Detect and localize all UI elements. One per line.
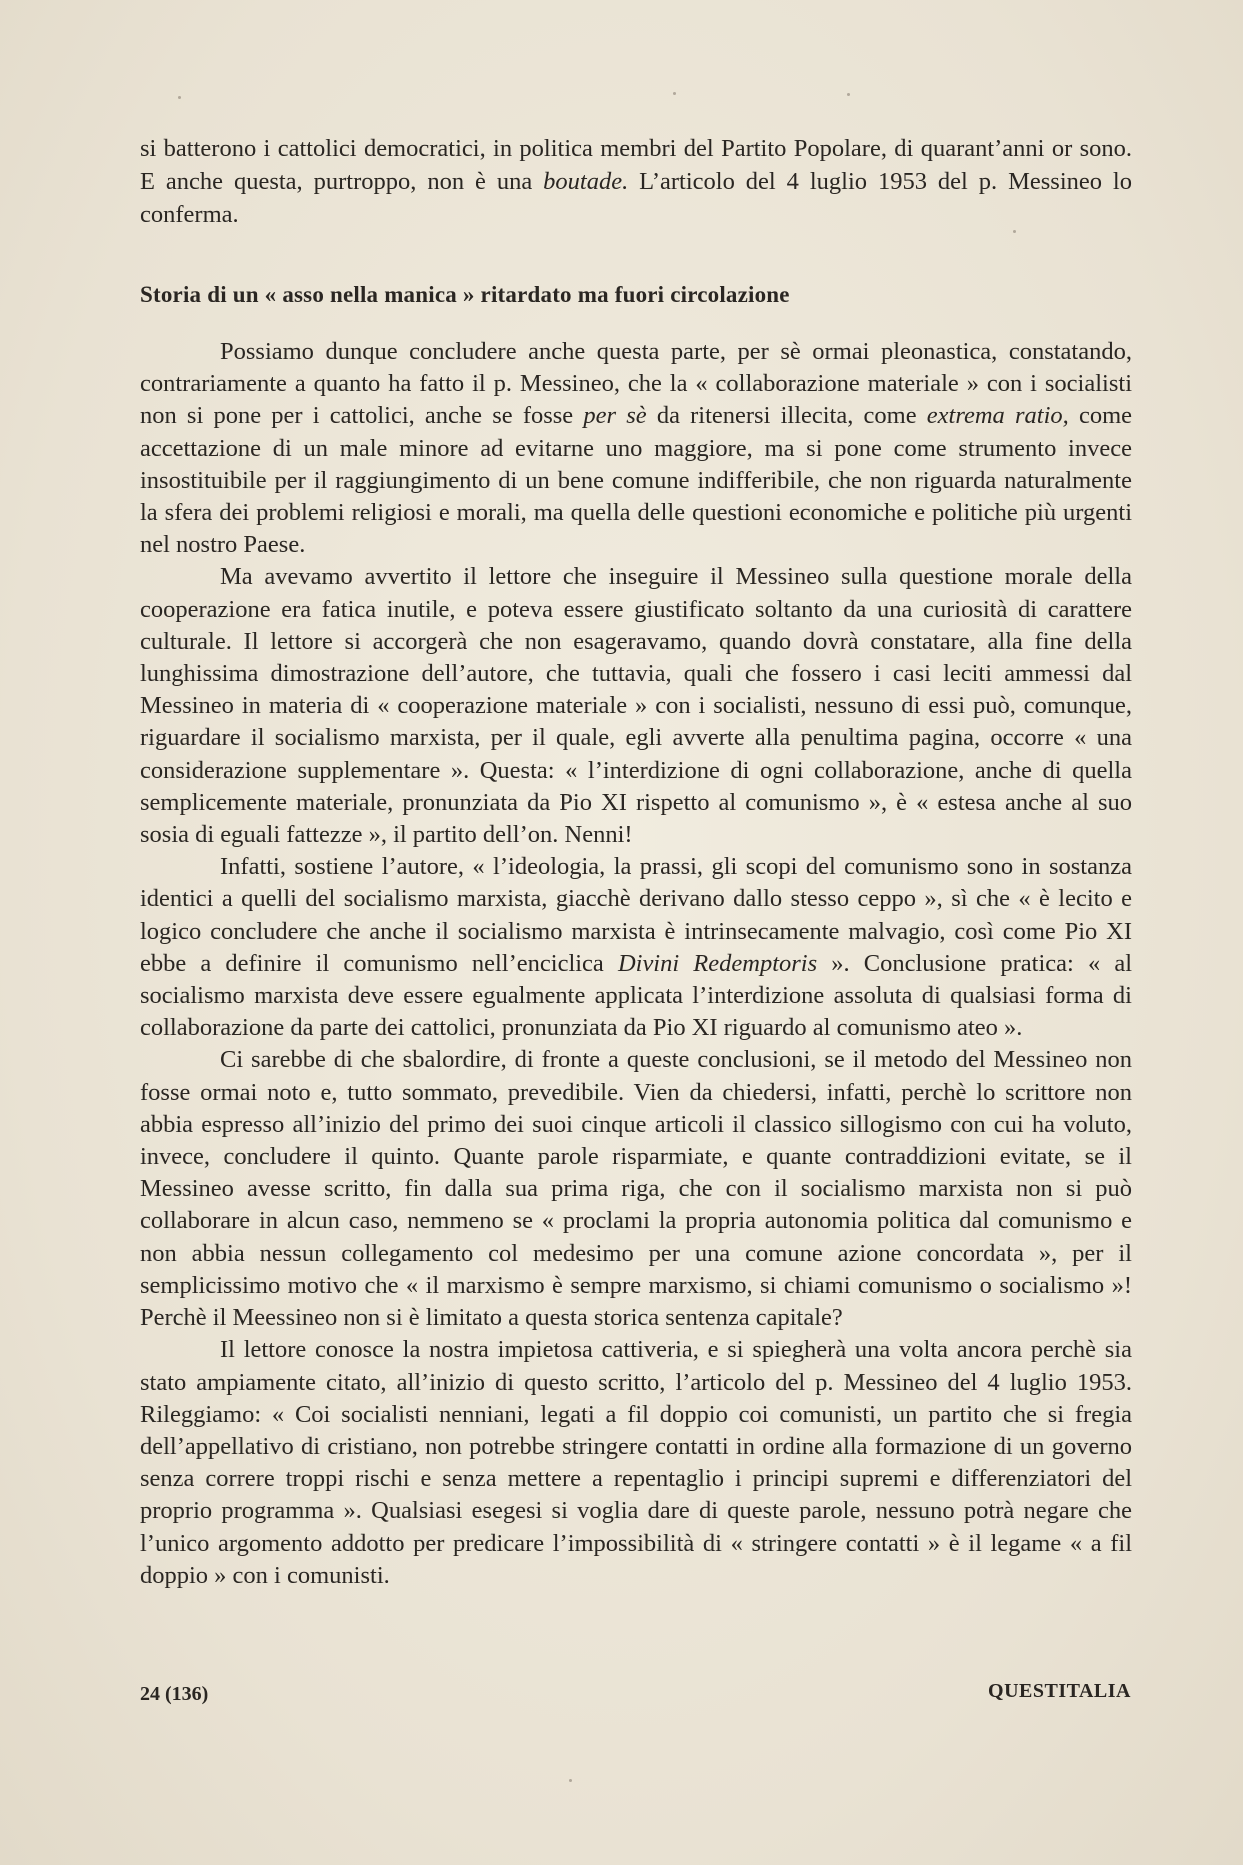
article-body <box>140 336 1132 1592</box>
page-number: 24 (136) <box>140 1683 209 1705</box>
print-speck <box>178 96 181 99</box>
section-heading: Storia di un « asso nella manica » ritardato ma fuori circolazione <box>140 282 790 307</box>
paragraph-2: Ma avevamo avvertito il lettore che inseguire il Messineo sulla questione morale della cooperazione era fatica inutile, e poteva essere giustificato soltanto da una curiosità di carattere culturale. Il lettore si accorgerà che non esageravamo, quando dovrà constatare, alla fine della lunghissima dimostrazione dell’autore, che tuttavia, quali che fossero i casi leciti ammessi dal Messineo in materia di « cooperazione materiale » con i socialisti, nessuno di essi può, comunque, riguardare il socialismo marxista, per il quale, egli avverte alla penultima pagina, occorre « una considerazione supplementare ». Questa: « l’interdizione di ogni collaborazione, anche di quella semplicemente materiale, pronunziata da Pio XI rispetto al comunismo », è « estesa anche al suo sosia di eguali fattezze », il partito dell’on. Nenni! <box>140 563 1132 849</box>
paragraph-5: Il lettore conosce la nostra impietosa cattiveria, e si spiegherà una volta ancora perchè sia stato ampiamente citato, all’inizio di questo scritto, l’articolo del p. Messineo del 4 luglio 1953. Rileggiamo: « Coi socialisti nenniani, legati a fil doppio coi comunisti, un partito che si fregia dell’appellativo di cristiano, non potrebbe stringere contatti in ordine alla formazione di un governo senza correre troppi rischi e senza mettere a repentaglio i principi supremi e differenziatori del proprio programma ». Qualsiasi esegesi si voglia dare di queste parole, nessuno potrà negare che l’unico argomento addotto per predicare l’impossibilità di « stringere contatti » è il legame « a fil doppio » con i comunisti. <box>140 1336 1132 1589</box>
print-speck <box>673 92 676 95</box>
publication-name: QUESTITALIA <box>988 1680 1131 1702</box>
print-speck <box>569 1779 572 1782</box>
intro-text: si batterono i cattolici democratici, in politica membri del Partito Popolare, di quarant’anni or sono. E anche questa, purtroppo, non è una <box>140 135 1132 195</box>
paragraph-3: Infatti, sostiene l’autore, « l’ideologia, la prassi, gli scopi del comunismo sono in sostanza identici a quelli del socialismo marxista, giacchè derivano dallo stesso ceppo », sì che « è lecito e logico concludere che anche il socialismo marxista è intrinsecamente malvagio, così come Pio XI ebbe a definire il comunismo nell’enciclica Divini Redemptoris ». Conclusione pratica: « al socialismo marxista deve essere egualmente applicata l’interdizione assoluta di qualsiasi forma di collaborazione da parte dei cattolici, pronunziata da Pio XI riguardo al comunismo ateo ». <box>140 853 1133 1042</box>
print-speck <box>847 93 850 96</box>
intro-text-end: L’articolo del 4 luglio 1953 del p. Messineo lo conferma. <box>140 168 1132 228</box>
paragraph-4: Ci sarebbe di che sbalordire, di fronte a queste conclusioni, se il metodo del Messineo non fosse ormai noto e, tutto sommato, prevedibile. Vien da chiedersi, infatti, perchè lo scrittore non abbia espresso all’inizio del primo dei suoi cinque articoli il classico sillogismo con cui ha voluto, invece, concludere il quinto. Quante parole risparmiate, e quante contraddizioni evitate, se il Messineo avesse scritto, fin dalla sua prima riga, che con il socialismo marxista non si può collaborare in alcun caso, nemmeno se « proclami la propria autonomia politica dal comunismo e non abbia nessun collegamento col medesimo per una comune azione concordata », per il semplicissimo motivo che « il marxismo è sempre marxismo, si chiami comunismo o socialismo »! Perchè il Meessineo non si è limitato a questa storica sentenza capitale? <box>140 1046 1132 1332</box>
intro-paragraph <box>140 132 1132 231</box>
continued-text <box>140 132 1132 231</box>
paragraph-1: Possiamo dunque concludere anche questa parte, per sè ormai pleonastica, constatando, contrariamente a quanto ha fatto il p. Messineo, che la « collaborazione materiale » con i socialisti non si pone per i cattolici, anche se fosse per sè da ritenersi illecita, come extrema ratio, come accettazione di un male minore ad evitarne uno maggiore, ma si pone come strumento invece insostituibile per il raggiungimento di un bene comune indifferibile, che non riguarda naturalmente la sfera dei problemi religiosi e morali, ma quella delle questioni economiche e politiche più urgenti nel nostro Paese. <box>140 338 1133 559</box>
intro-italic: boutade. <box>543 168 629 195</box>
